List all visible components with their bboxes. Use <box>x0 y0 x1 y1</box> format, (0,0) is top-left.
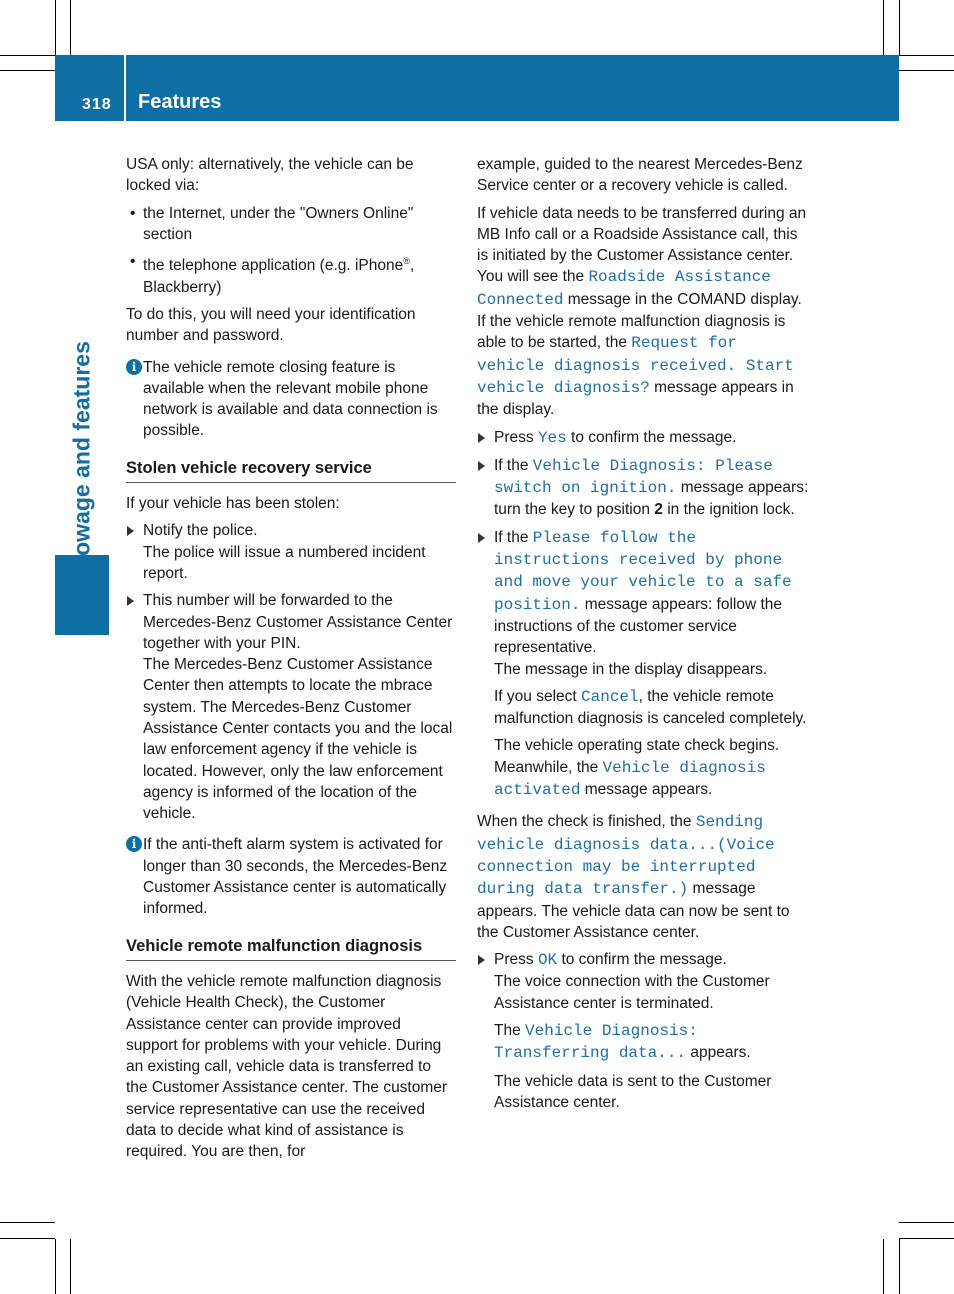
crop-mark <box>0 70 55 71</box>
body-text: message appears. <box>580 781 713 799</box>
display-message: Vehicle diagnosis activated <box>494 758 766 800</box>
step-result: The vehicle data is sent to the Customer Assistance center. <box>494 1072 772 1111</box>
arrow-icon <box>127 596 134 606</box>
crop-mark <box>899 55 954 56</box>
list-item <box>126 203 456 246</box>
diagnosis-intro: With the vehicle remote malfunction diagnosis (Vehicle Health Check), the Customer Assistance center can provide improved support for problems with your vehicle. During an existing call, vehicle data is transferred to the Customer Assistance center. The customer service representative can use the received data to decide what kind of assistance is required. You are then, for <box>126 972 448 1161</box>
step-text: Press <box>494 951 538 969</box>
crop-mark <box>899 70 954 71</box>
body-text: message appears in the display. <box>477 378 794 419</box>
list-item <box>126 251 456 298</box>
step-text: message appears: turn the key to position <box>494 479 809 519</box>
arrow-icon <box>478 533 485 543</box>
info-icon-glyph: i <box>131 837 137 852</box>
bullet-text: the Internet, under the "Owners Online" section <box>143 204 414 243</box>
display-message: Yes <box>537 428 567 447</box>
right-column <box>477 154 810 1119</box>
arrow-icon <box>127 526 134 536</box>
info-note <box>126 834 456 919</box>
step-text: message appears: follow the instructions of the customer service representative. <box>494 595 783 657</box>
arrow-icon <box>478 955 485 965</box>
body-text: If vehicle data needs to be transferred during an MB Info call or a Roadside Assistance call, this is initiated by the Customer Assistance center. You will see the <box>477 204 807 286</box>
info-icon <box>126 359 142 375</box>
section-heading: Stolen vehicle recovery service <box>126 458 456 483</box>
page-title: Features <box>138 91 222 113</box>
left-column <box>126 154 456 1169</box>
intro-text: USA only: alternatively, the vehicle can be locked via: <box>126 156 414 195</box>
info-text: The vehicle remote closing feature is available when the relevant mobile phone network is available and data connection is possible. <box>143 358 438 440</box>
step-item <box>126 590 456 824</box>
step-result: The message in the display disappears. <box>494 660 768 678</box>
body-text: When the check is finished, the <box>477 813 696 831</box>
page-number: 318 <box>82 96 112 113</box>
crop-mark <box>899 1238 954 1239</box>
display-message: Sending vehicle diagnosis data...(Voice connection may be interrupted during data transfer.) <box>477 813 775 899</box>
step-text: If the <box>494 528 533 546</box>
step-result <box>494 686 810 730</box>
step-item <box>477 527 810 802</box>
body-text: appears. <box>686 1044 751 1062</box>
step-item <box>126 520 456 584</box>
crop-mark <box>883 0 884 55</box>
info-note <box>126 357 456 442</box>
crop-mark <box>899 1239 900 1294</box>
check-finished-paragraph <box>477 811 810 943</box>
crop-mark <box>55 1239 56 1294</box>
body-text: message in the COMAND display. If the vehicle remote malfunction diagnosis is able to be started, the <box>477 290 802 352</box>
info-text: If the anti-theft alarm system is activated for longer than 30 seconds, the Mercedes-Benz Customer Assistance center is automatically informed. <box>143 836 448 918</box>
display-message: Cancel <box>581 687 639 706</box>
crop-mark <box>0 1238 55 1239</box>
body-text: , the vehicle remote malfunction diagnosis is canceled completely. <box>494 687 807 728</box>
transfer-paragraph <box>477 203 810 421</box>
step-text: to confirm the message. <box>557 951 727 969</box>
continued-text: example, guided to the nearest Mercedes-Benz Service center or a recovery vehicle is called. <box>477 156 803 195</box>
step-text: in the ignition lock. <box>662 501 795 519</box>
step-text: to confirm the message. <box>566 428 737 446</box>
registered-mark: ® <box>403 256 410 267</box>
step-item <box>477 455 810 521</box>
display-message: OK <box>537 951 558 970</box>
display-message: Roadside Assistance Connected <box>477 268 771 309</box>
step-text: This number will be forwarded to the Mercedes-Benz Customer Assistance Center together with your PIN. <box>143 592 453 652</box>
header-divider <box>124 55 126 121</box>
info-icon-glyph: i <box>131 359 137 374</box>
side-tab-label: Stowage and features <box>68 341 95 579</box>
display-message: Vehicle Diagnosis: Please switch on ignition. <box>494 456 773 498</box>
stolen-intro: If your vehicle has been stolen: <box>126 495 340 513</box>
step-result <box>494 1020 810 1065</box>
crop-mark <box>899 1222 954 1223</box>
display-message: Vehicle Diagnosis: Transferring data... <box>494 1021 698 1063</box>
step-item <box>477 949 810 1113</box>
step-text: Press <box>494 428 538 446</box>
body-text: message appears. The vehicle data can now be sent to the Customer Assistance center. <box>477 880 790 941</box>
crop-mark <box>55 0 56 55</box>
arrow-icon <box>478 433 485 443</box>
step-result <box>494 735 810 801</box>
step-text: Notify the police. <box>143 522 258 540</box>
step-result: The Mercedes-Benz Customer Assistance Center then attempts to locate the mbrace system. The Mercedes-Benz Customer Assistance Center contacts you and the local law enforcement agency if the vehicle is located. However, only the law enforcement agency is informed of the location of the vehicle. <box>143 656 453 823</box>
body-text: The <box>494 1021 526 1039</box>
key-position: 2 <box>654 501 663 519</box>
display-message: Request for vehicle diagnosis received. Start vehicle diagnosis? <box>477 334 794 397</box>
step-item <box>477 427 810 449</box>
section-heading: Vehicle remote malfunction diagnosis <box>126 936 456 961</box>
display-message: Please follow the instructions received by phone and move your vehicle to a safe position. <box>494 528 792 614</box>
crop-mark <box>70 1239 71 1294</box>
info-icon <box>126 836 142 852</box>
body-text: The vehicle operating state check begins. Meanwhile, the <box>494 737 780 776</box>
step-text: If the <box>494 456 533 474</box>
crop-mark <box>70 0 71 55</box>
bullet-symbol: • <box>130 204 136 222</box>
arrow-icon <box>478 461 485 471</box>
step-result: The voice connection with the Customer Assistance center is terminated. <box>494 973 770 1012</box>
crop-mark <box>0 55 55 56</box>
credentials-text: To do this, you will need your identification number and password. <box>126 305 416 345</box>
bullet-text: the telephone application (e.g. iPhone <box>143 257 404 275</box>
bullet-symbol: • <box>130 253 136 271</box>
step-result: The police will issue a numbered incident report. <box>143 543 426 582</box>
body-text: If you select <box>494 687 582 705</box>
crop-mark <box>0 1222 55 1223</box>
crop-mark <box>899 0 900 55</box>
crop-mark <box>883 1239 884 1294</box>
bullet-text: , Blackberry) <box>143 257 415 296</box>
